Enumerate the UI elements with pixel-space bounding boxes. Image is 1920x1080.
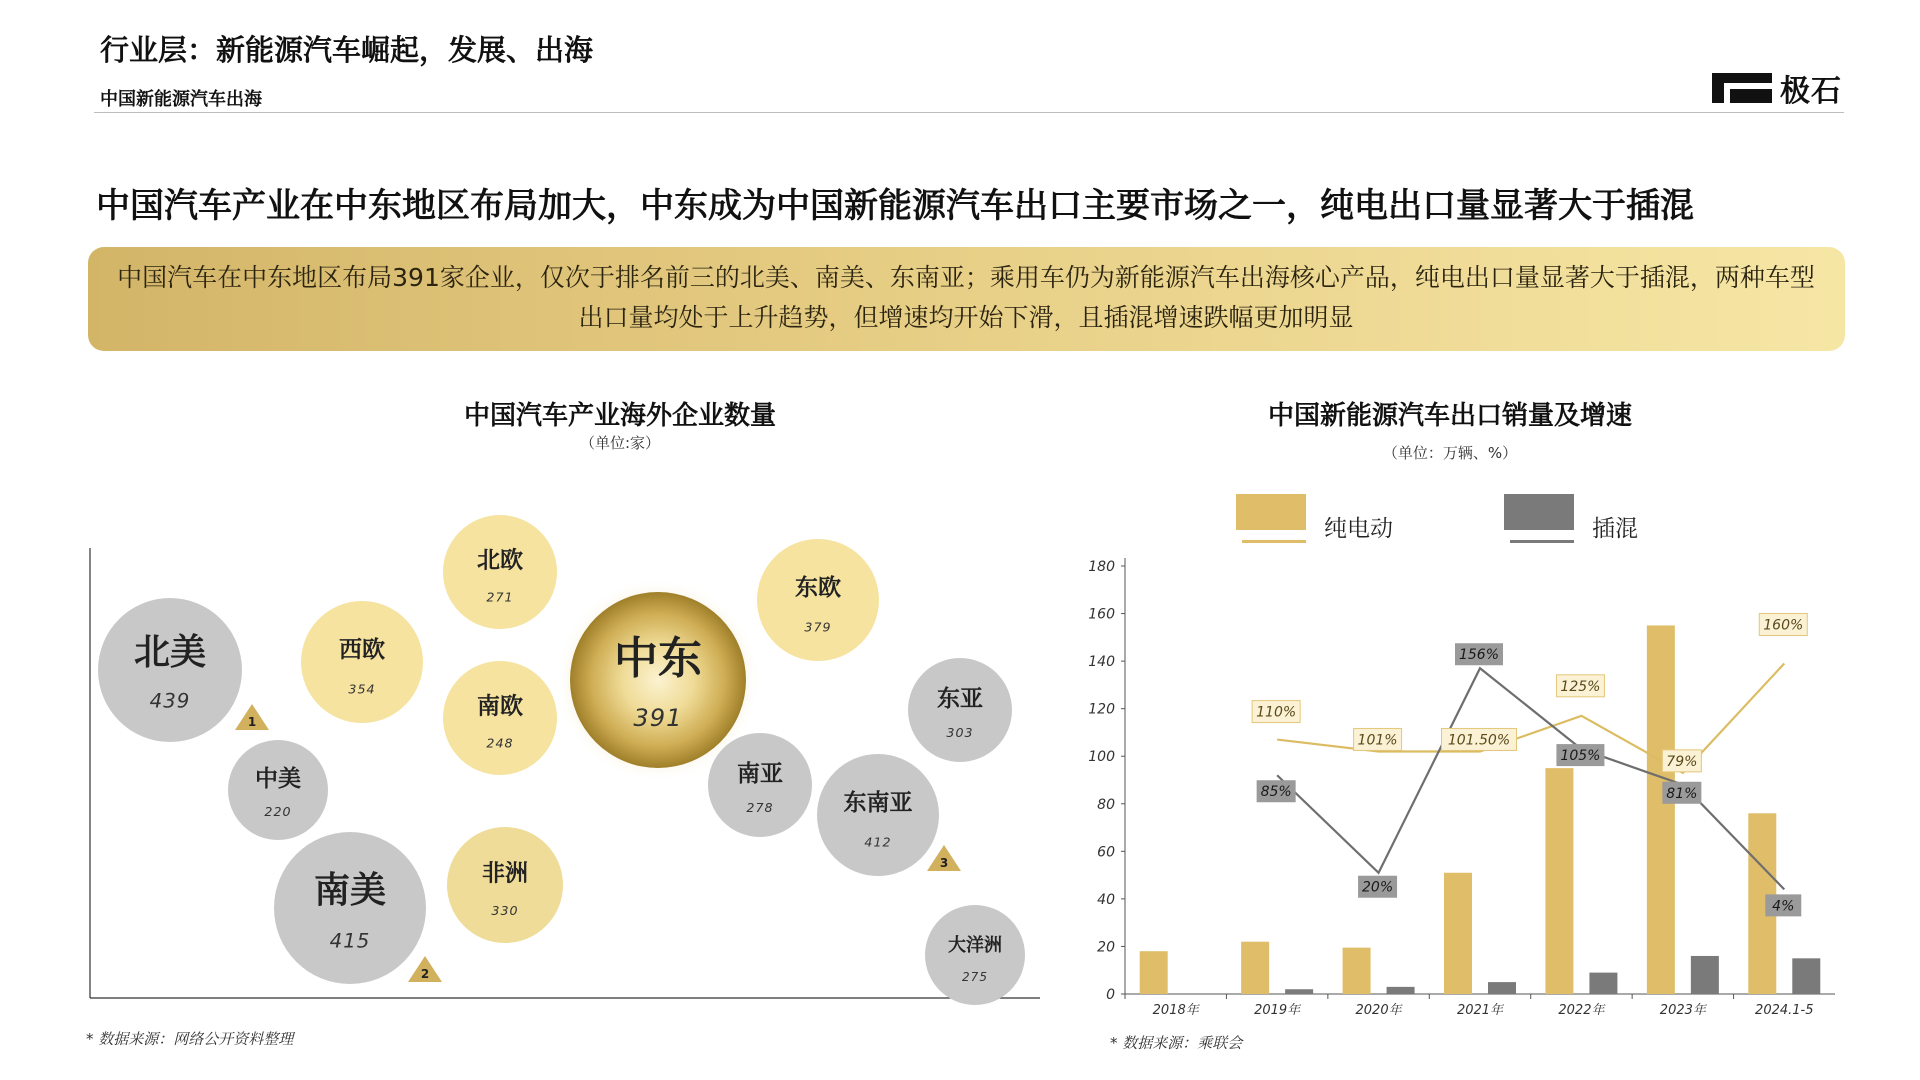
bar-phev [1488, 982, 1516, 994]
bubble-value-western-europe: 354 [348, 681, 376, 697]
growth-label-text: 105% [1560, 748, 1601, 765]
growth-label-bev [1252, 701, 1300, 723]
export-chart-unit: （单位：万辆、%） [1382, 444, 1518, 462]
y-tick-label: 60 [1097, 844, 1115, 861]
logo-mark-icon [1712, 73, 1772, 103]
bubble-label-northern-europe: 北欧 [477, 547, 523, 574]
legend-label-bev: 纯电动 [1324, 516, 1393, 542]
x-tick-label: 2019年 [1254, 1003, 1301, 1018]
bubble-value-eastern-europe: 379 [804, 619, 832, 635]
bubble-label-north-america: 北美 [133, 632, 207, 674]
bar-bev [1343, 948, 1371, 994]
bubble-label-central-america: 中美 [255, 766, 301, 792]
growth-line-bev [1277, 663, 1784, 772]
export-chart-title: 中国新能源汽车出口销量及增速 [1267, 401, 1632, 431]
source-note-right: * 数据来源：乘联会 [1110, 1034, 1243, 1052]
bar-bev [1444, 873, 1472, 994]
bubble-chart-title: 中国汽车产业海外企业数量 [463, 401, 776, 431]
growth-label-bev [1662, 750, 1701, 772]
y-tick-label: 180 [1088, 559, 1115, 575]
logo-text: 极石 [1780, 74, 1842, 109]
summary-text: 中国汽车在中东地区布局391家企业，仅次于排名前三的北美、南美、东南亚；乘用车仍为新能源汽车出海核心产品，纯电出口量显著大于插混，两种车型出口量均处于上升趋势，但增速均开始下滑，且插混增速跌幅更加明显 [117, 263, 1815, 332]
section-subtitle: 中国新能源汽车出海 [100, 89, 262, 110]
growth-label-text: 101.50% [1447, 732, 1511, 749]
bubble-southeast-asia [817, 754, 961, 876]
growth-label-text: 79% [1666, 753, 1698, 770]
bubble-label-middle-east: 中东 [614, 632, 702, 684]
bubble-label-east-asia: 东亚 [937, 685, 983, 712]
growth-label-phev [1765, 894, 1801, 916]
y-tick-label: 80 [1097, 796, 1115, 813]
y-tick-label: 120 [1088, 701, 1115, 718]
growth-label-phev [1455, 643, 1503, 665]
bar-bev [1647, 625, 1675, 994]
bubble-value-southeast-asia: 412 [864, 834, 892, 850]
bubble-oceania [925, 905, 1025, 1005]
bubble-label-western-europe: 西欧 [339, 637, 385, 664]
bubble-label-southeast-asia: 东南亚 [843, 790, 913, 817]
bubble-chart-unit: （单位:家） [579, 434, 661, 452]
bar-phev [1285, 989, 1313, 994]
bar-phev [1792, 958, 1820, 994]
y-tick-label: 160 [1088, 606, 1115, 623]
growth-label-text: 20% [1362, 879, 1394, 896]
bubble-value-northern-europe: 271 [486, 589, 514, 605]
bubble-africa [447, 827, 563, 943]
legend-swatch-bev [1236, 494, 1306, 530]
growth-label-phev [1556, 744, 1604, 766]
growth-label-text: 101% [1357, 732, 1398, 749]
source-note-left: * 数据来源：网络公开资料整理 [86, 1030, 294, 1048]
growth-label-text: 4% [1772, 898, 1795, 915]
x-tick-label: 2020年 [1355, 1003, 1402, 1018]
growth-label-bev [1442, 728, 1517, 750]
bubble-value-north-america: 439 [149, 689, 191, 713]
x-tick-label: 2022年 [1558, 1003, 1605, 1018]
bubble-value-central-america: 220 [264, 804, 292, 819]
y-tick-label: 0 [1106, 987, 1115, 1003]
growth-label-bev [1354, 728, 1402, 750]
growth-label-text: 156% [1458, 647, 1500, 664]
legend-swatch-phev [1504, 494, 1574, 530]
growth-label-text: 85% [1260, 784, 1292, 801]
bubble-western-europe [301, 601, 423, 723]
y-tick-label: 100 [1088, 749, 1115, 766]
bubble-value-africa: 330 [491, 903, 519, 919]
brand-logo [1712, 72, 1842, 109]
bubble-value-south-america: 415 [329, 929, 371, 953]
growth-label-text: 125% [1560, 678, 1601, 695]
bubble-label-south-asia: 南亚 [737, 760, 783, 787]
rank-badge-text-south-america: 2 [420, 967, 430, 981]
rank-badge-text-southeast-asia: 3 [939, 856, 949, 870]
growth-label-text: 160% [1763, 617, 1804, 634]
x-tick-label: 2018年 [1152, 1003, 1199, 1018]
page-heading: 中国汽车产业在中东地区布局加大，中东成为中国新能源汽车出口主要市场之一，纯电出口量显著大于插混 [96, 186, 1694, 226]
bubble-east-asia [908, 658, 1012, 762]
bar-phev [1387, 987, 1415, 994]
bubble-northern-europe [443, 515, 557, 629]
bubble-central-america [228, 740, 328, 840]
bubble-label-africa: 非洲 [482, 860, 528, 887]
growth-line-phev [1277, 668, 1784, 889]
growth-label-text: 110% [1256, 704, 1297, 721]
bubble-value-east-asia: 303 [946, 725, 974, 741]
bubble-north-america [98, 598, 269, 742]
bubble-label-oceania: 大洋洲 [948, 935, 1002, 956]
x-tick-label: 2024.1-5 [1755, 1003, 1814, 1018]
x-tick-label: 2021年 [1456, 1003, 1504, 1018]
export-combo-chart [1060, 540, 1840, 1030]
bubble-south-asia [708, 733, 812, 837]
y-tick-label: 40 [1097, 891, 1115, 908]
growth-label-phev [1257, 780, 1296, 802]
rank-badge-text-north-america: 1 [247, 715, 257, 729]
bubble-label-eastern-europe: 东欧 [795, 575, 841, 602]
bar-bev [1140, 951, 1168, 994]
y-tick-label: 20 [1097, 939, 1115, 956]
bubble-value-south-asia: 278 [746, 800, 774, 816]
bar-bev [1241, 942, 1269, 994]
y-tick-label: 140 [1088, 654, 1115, 671]
bubble-value-southern-europe: 248 [486, 735, 514, 751]
bubble-value-middle-east: 391 [633, 703, 683, 732]
growth-label-text: 81% [1666, 785, 1698, 802]
legend-label-phev: 插混 [1592, 516, 1638, 542]
bubble-label-south-america: 南美 [313, 869, 387, 911]
growth-label-phev [1358, 876, 1397, 898]
growth-label-bev [1759, 613, 1807, 635]
growth-label-phev [1662, 782, 1701, 804]
bar-bev [1545, 768, 1573, 994]
section-title: 行业层：新能源汽车崛起，发展、出海 [100, 33, 594, 67]
bar-phev [1691, 956, 1719, 994]
growth-label-bev [1556, 675, 1604, 697]
bubble-south-america [274, 832, 442, 984]
bubble-eastern-europe [757, 539, 879, 661]
bubble-value-oceania: 275 [962, 970, 988, 984]
bubble-southern-europe [443, 661, 557, 775]
x-tick-label: 2023年 [1659, 1003, 1706, 1018]
bubble-label-southern-europe: 南欧 [477, 693, 523, 720]
bar-phev [1589, 973, 1617, 994]
